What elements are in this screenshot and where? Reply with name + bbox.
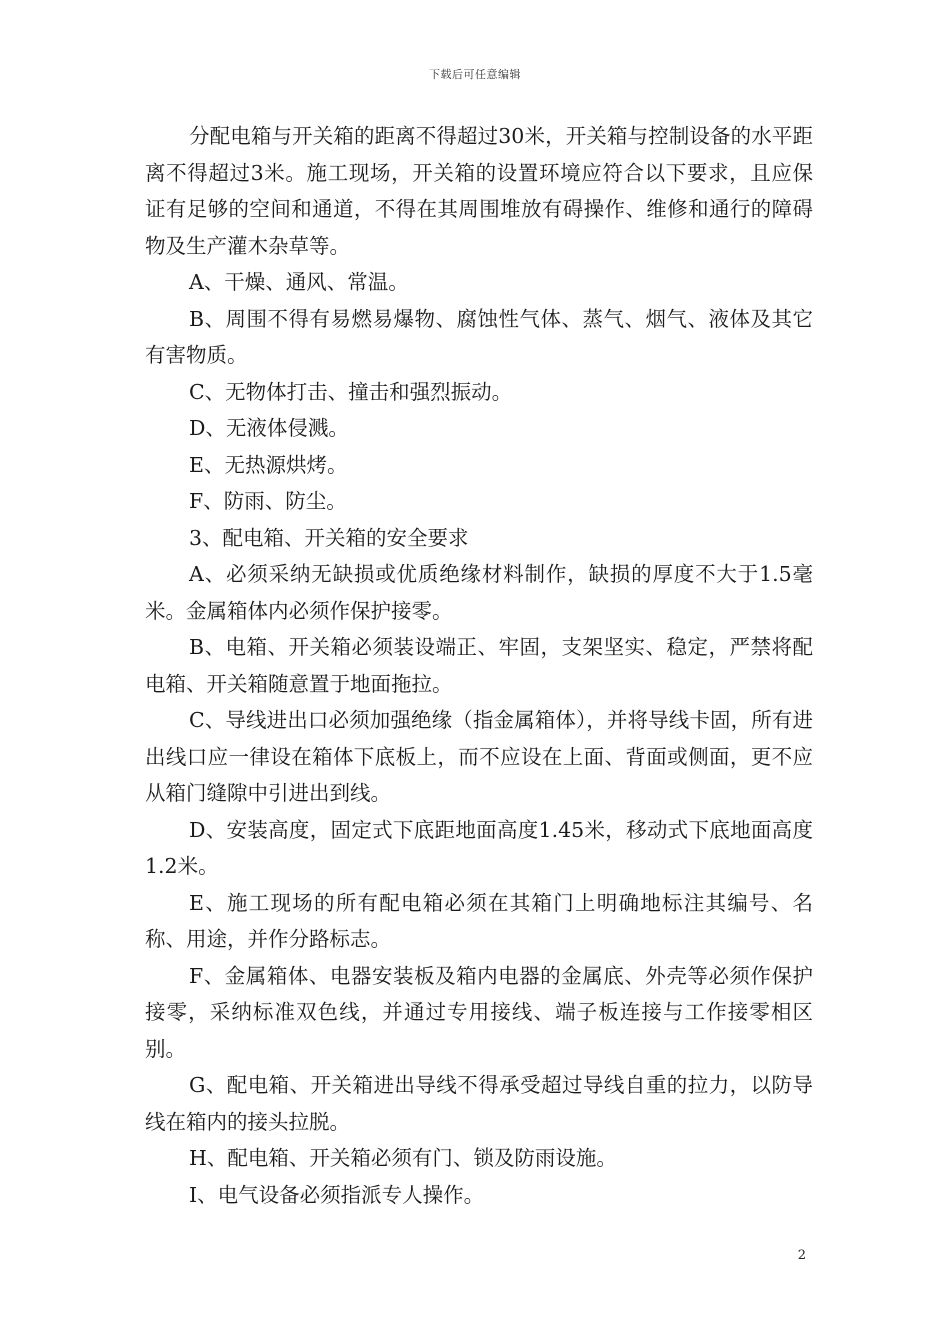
paragraph: D、安装高度，固定式下底距地面高度1.45米，移动式下底地面高度1.2米。 <box>145 817 813 878</box>
page-header: 下载后可任意编辑 <box>429 68 521 81</box>
paragraph: G、配电箱、开关箱进出导线不得承受超过导线自重的拉力，以防导线在箱内的接头拉脱。 <box>145 1073 813 1134</box>
paragraph: 分配电箱与开关箱的距离不得超过30米，开关箱与控制设备的水平距离不得超过3米。施工现场，开关箱的设置环境应符合以下要求，且应保证有足够的空间和通道，不得在其周围堆放有碍操作、维修和通行的障碍物及生产灌木杂草等。 <box>145 124 813 258</box>
paragraph: B、电箱、开关箱必须装设端正、牢固，支架坚实、稳定，严禁将配电箱、开关箱随意置于地面拖拉。 <box>145 635 813 696</box>
paragraph: I、电气设备必须指派专人操作。 <box>189 1182 485 1207</box>
paragraph: B、周围不得有易燃易爆物、腐蚀性气体、蒸气、烟气、液体及其它有害物质。 <box>145 306 813 367</box>
paragraph: F、防雨、防尘。 <box>189 489 347 513</box>
paragraph: A、必须采纳无缺损或优质绝缘材料制作，缺损的厚度不大于1.5毫米。金属箱体内必须作保护接零。 <box>145 562 813 623</box>
paragraph: C、导线进出口必须加强绝缘（指金属箱体），并将导线卡固，所有进出线口应一律设在箱体下底板上，而不应设在上面、背面或侧面，更不应从箱门缝隙中引进出到线。 <box>145 708 813 805</box>
paragraph: H、配电箱、开关箱必须有门、锁及防雨设施。 <box>189 1146 617 1170</box>
paragraph: C、无物体打击、撞击和强烈振动。 <box>189 379 513 404</box>
document-body <box>145 118 813 1213</box>
paragraph: D、无液体侵溅。 <box>189 416 349 440</box>
section-heading: 3、配电箱、开关箱的安全要求 <box>189 525 469 550</box>
paragraph: F、金属箱体、电器安装板及箱内电器的金属底、外壳等必须作保护接零，采纳标准双色线，并通过专用接线、端子板连接与工作接零相区别。 <box>145 963 813 1061</box>
page-number: 2 <box>797 1248 806 1263</box>
paragraph: E、无热源烘烤。 <box>189 452 348 477</box>
paragraph: A、干燥、通风、常温。 <box>189 270 409 294</box>
paragraph: E、施工现场的所有配电箱必须在其箱门上明确地标注其编号、名称、用途，并作分路标志。 <box>145 890 813 951</box>
